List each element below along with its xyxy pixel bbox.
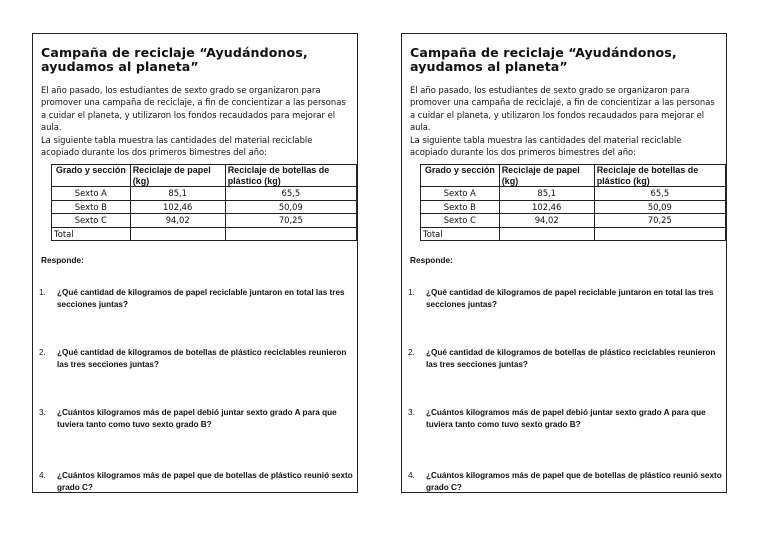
question-3 [408,407,722,431]
responde-label: Responde: [410,255,453,266]
question-text: ¿Qué cantidad de kilogramos de papel reciclable juntaron en total las tres secciones juntas? [57,288,345,309]
question-text: ¿Qué cantidad de kilogramos de botellas de plástico reciclables reunieron las tres secciones juntas? [426,348,716,369]
question-2 [39,347,353,371]
worksheet-copy-right [401,33,727,493]
question-text: ¿Cuántos kilogramos más de papel que de botellas de plástico reunió sexto grado C? [57,471,353,492]
question-text: ¿Cuántos kilogramos más de papel que de botellas de plástico reunió sexto grado C? [426,471,722,492]
cell-papel: 102,46 [499,200,594,214]
table-row [52,200,357,214]
question-text: ¿Qué cantidad de kilogramos de botellas de plástico reciclables reunieron las tres secciones juntas? [57,348,347,369]
question-number: 3. [39,408,46,417]
cell-papel: 85,1 [130,187,225,201]
responde-label: Responde: [41,255,84,266]
intro-paragraph: El año pasado, los estudiantes de sexto grado se organizaron para promover una campaña de reciclaje, a fin de concientizar a las personas a cuidar el planeta, y utilizaron los fondos recaudados para mejorar el aula. [41,85,346,133]
cell-papel-total [130,227,225,241]
row-label: Sexto C [421,214,500,228]
intro-text [41,84,351,158]
cell-plastico: 50,09 [225,200,356,214]
recycling-table [51,164,357,241]
row-label: Sexto A [52,187,131,201]
intro-paragraph: La siguiente tabla muestra las cantidades del material reciclable acopiado durante los dos primeros bimestres del año: [41,134,313,158]
table-row [421,214,726,228]
cell-plastico: 70,25 [594,214,725,228]
table-header: Grado y sección [52,165,131,187]
question-4 [408,470,722,493]
cell-plastico: 65,5 [225,187,356,201]
question-4 [39,470,353,493]
row-label: Sexto B [421,200,500,214]
question-number: 1. [408,288,415,297]
question-number: 4. [408,471,415,480]
table-total-row [52,227,357,241]
cell-plastico-total [594,227,725,241]
table-header-row [421,165,726,187]
table-total-row [421,227,726,241]
question-text: ¿Qué cantidad de kilogramos de papel reciclable juntaron en total las tres secciones juntas? [426,288,714,309]
question-2 [408,347,722,371]
worksheet-title: Campaña de reciclaje “Ayudándonos, ayudamos al planeta” [410,45,677,74]
worksheet-copy-left [32,33,358,493]
table-header-row [52,165,357,187]
intro-text [410,84,720,158]
row-label: Total [421,227,500,241]
table-header: Reciclaje de papel (kg) [130,165,225,187]
intro-paragraph: La siguiente tabla muestra las cantidades del material reciclable acopiado durante los dos primeros bimestres del año: [410,134,682,158]
row-label: Sexto A [421,187,500,201]
question-text: ¿Cuántos kilogramos más de papel debió juntar sexto grado A para que tuviera tanto como tuvo sexto grado B? [57,408,337,429]
table-header: Reciclaje de botellas de plástico (kg) [225,165,356,187]
question-number: 3. [408,408,415,417]
question-number: 1. [39,288,46,297]
recycling-table [420,164,726,241]
question-number: 2. [39,348,46,357]
question-number: 4. [39,471,46,480]
cell-plastico: 70,25 [225,214,356,228]
row-label: Total [52,227,131,241]
question-number: 2. [408,348,415,357]
cell-plastico: 50,09 [594,200,725,214]
cell-papel-total [499,227,594,241]
worksheet-title: Campaña de reciclaje “Ayudándonos, ayudamos al planeta” [41,45,308,74]
question-1 [39,287,353,311]
table-header: Reciclaje de botellas de plástico (kg) [594,165,725,187]
table-row [421,187,726,201]
table-row [52,187,357,201]
cell-papel: 85,1 [499,187,594,201]
table-row [52,214,357,228]
cell-papel: 94,02 [130,214,225,228]
question-3 [39,407,353,431]
question-text: ¿Cuántos kilogramos más de papel debió juntar sexto grado A para que tuviera tanto como tuvo sexto grado B? [426,408,706,429]
table-header: Grado y sección [421,165,500,187]
table-header: Reciclaje de papel (kg) [499,165,594,187]
cell-plastico: 65,5 [594,187,725,201]
cell-papel: 102,46 [130,200,225,214]
row-label: Sexto C [52,214,131,228]
intro-paragraph: El año pasado, los estudiantes de sexto grado se organizaron para promover una campaña de reciclaje, a fin de concientizar a las personas a cuidar el planeta, y utilizaron los fondos recaudados para mejorar el aula. [410,85,715,133]
row-label: Sexto B [52,200,131,214]
table-row [421,200,726,214]
cell-papel: 94,02 [499,214,594,228]
question-1 [408,287,722,311]
cell-plastico-total [225,227,356,241]
